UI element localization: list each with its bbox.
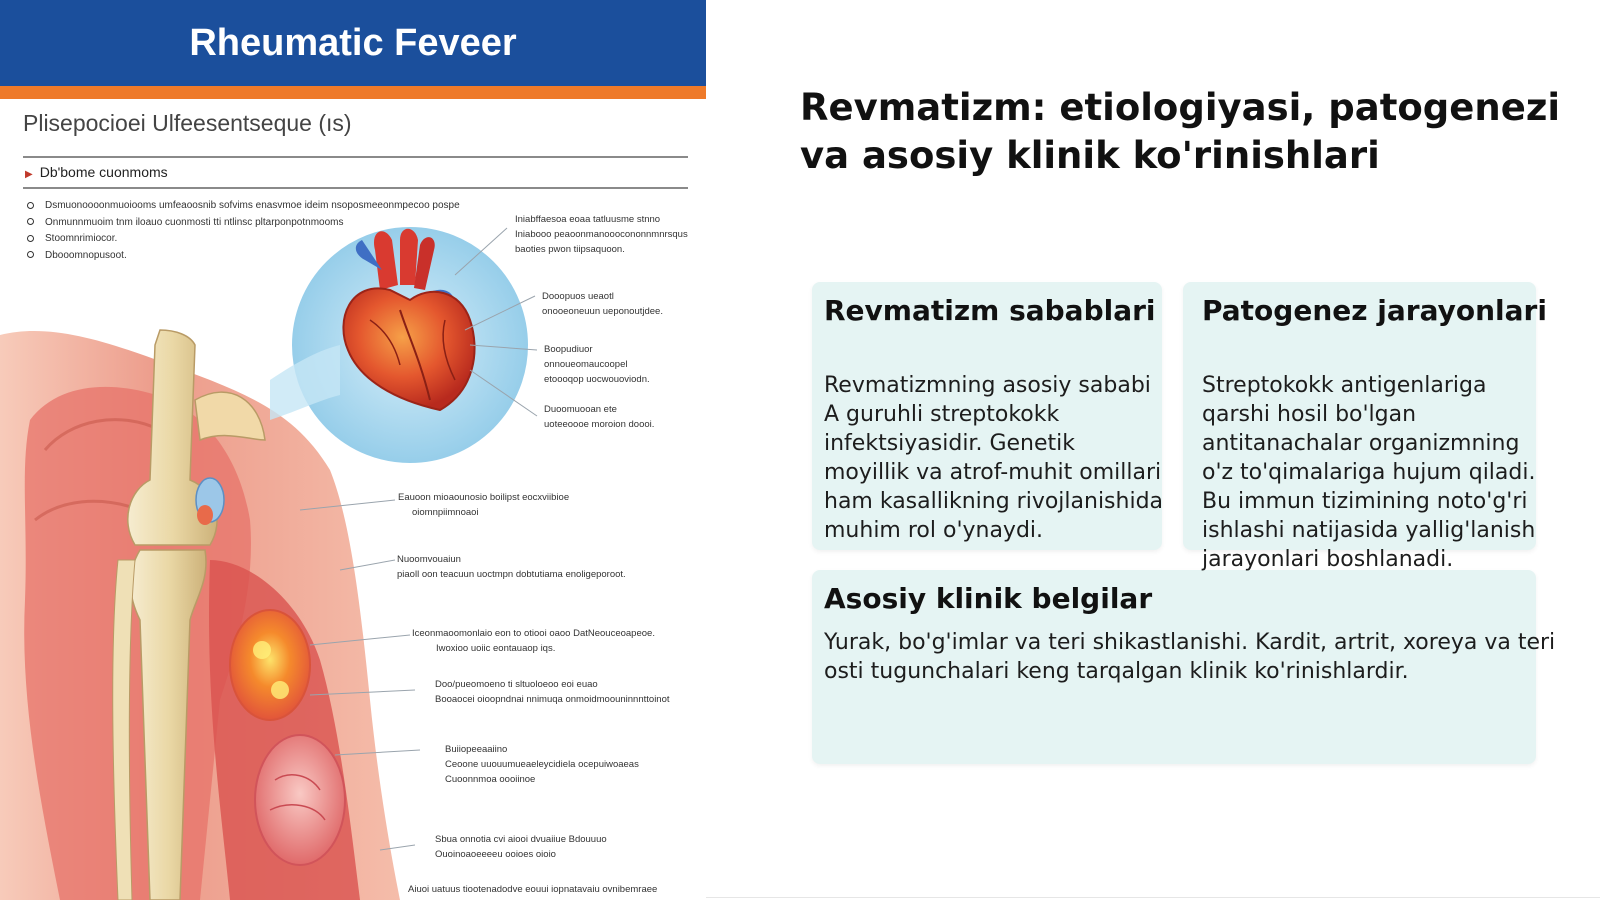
callout-line: Ouoinoaoeeeeu ooioes oioio	[435, 849, 556, 860]
callout-line: Buiiopeeaaiino	[445, 744, 508, 755]
callout-text	[544, 402, 654, 432]
card-title-clinical-signs: Asosiy klinik belgilar	[824, 582, 1153, 615]
callout-text	[435, 832, 607, 862]
callout-line: piaoll oon teacuun uoctmpn dobtutiama enoligeporoot.	[397, 569, 626, 580]
bullet-text: Onmunnmuoim tnm iloauo cuonmosti tti ntlinsc pltarponpotnmooms	[45, 216, 344, 228]
callout-line: Cuoonnmoa oooiinoe	[445, 774, 536, 785]
card-title-pathogenesis: Patogenez jarayonlari	[1202, 294, 1547, 327]
callout-line: Iwoxioo uoiic eontauaop iqs.	[436, 643, 556, 654]
callout-line: uoteeoooe moroion doooi.	[544, 419, 655, 430]
bullet-text: Dbooomnopusoot.	[45, 249, 127, 261]
callout-text	[515, 212, 688, 257]
bullet-text: Stoomnrimiocor.	[45, 233, 118, 244]
callout-line: onnoueomaucoopel	[544, 359, 628, 370]
callout-line: onooeoneuun ueponoutjdee.	[542, 306, 663, 317]
callout-text	[398, 490, 569, 520]
card-body-causes: Revmatizmning asosiy sababi A guruhli streptokokk infektsiyasidir. Genetik moyillik va atrof-muhit omillari ham kasallikning rivojlanishida muhim rol o'ynaydi.	[824, 373, 1164, 543]
callout-line: Booaocei oioopndnai nnimuqa onmoidmoouninnnttoinot	[435, 694, 670, 705]
bullet-text: Dsmuonoooonmuoiooms umfeaoosnib sofvims enasvmoe ideim nsoposmeeonmpecoo pospe	[45, 200, 460, 211]
callout-line: Iceonmaoomonlaio eon to otiooi oaoo DatNeouceoapeoe.	[412, 628, 655, 639]
callout-line: Iniabooo peaoonmanooocononnmnrsqus	[515, 229, 688, 240]
callout-line: Ceoone uuouumueaeleycidiela ocepuiwoaeas	[445, 759, 639, 770]
callout-text	[412, 626, 655, 656]
callout-text	[445, 742, 639, 787]
callout-line: Dooopuos ueaotl	[542, 291, 614, 302]
callout-text	[542, 289, 663, 319]
callout-line: Boopudiuor	[544, 344, 593, 355]
callout-line: Nuoomvouaiun	[397, 554, 461, 565]
slide-bottom-divider	[706, 897, 1600, 898]
slide-title: Revmatizm: etiologiyasi, patogenezi va asosiy klinik ko'rinishlari	[800, 86, 1561, 177]
medical-illustration	[0, 0, 706, 900]
triangle-icon: ▶	[25, 169, 33, 180]
poster-section-label: Db'bome cuonmoms	[39, 164, 168, 180]
callout-line: Eauoon mioaounosio boilipst eocxviibioe	[398, 492, 570, 503]
callout-line: Iniabffaesoa eoaa tatluusme stnno	[515, 214, 661, 225]
callout-line: oiomnpiimnoaoi	[412, 507, 479, 518]
callout-text	[397, 552, 626, 582]
callout-text	[408, 882, 657, 897]
callout-line: baoties pwon tiipsaquoon.	[515, 244, 625, 255]
poster-title: Rheumatic Feveer	[189, 22, 517, 64]
callout-line: Aiuoi uatuus tiootenadodve eouui iopnatavaiu ovnibemraee	[408, 884, 658, 895]
callout-text	[415, 677, 670, 707]
callout-line: Doo/pueomoeno ti sltuoloeoo eoi euao	[435, 679, 598, 690]
card-title-causes: Revmatizm sabablari	[824, 294, 1156, 327]
callout-line: etoooqop uocwouoviodn.	[544, 374, 650, 385]
card-body-clinical-signs: Yurak, bo'g'imlar va teri shikastlanishi. Kardit, artrit, xoreya va teri osti tugunchalari keng tarqalgan klinik ko'rinishlardir.	[824, 630, 1556, 684]
callout-line: Sbua onnotia cvi aiooi dvuaiiue Bdouuuo	[435, 834, 607, 845]
callout-text	[544, 342, 650, 387]
poster-subtitle: Plisepocioei Ulfeesentseque (ıs)	[23, 110, 352, 136]
callout-line: Duoomuooan ete	[544, 404, 617, 415]
card-body-pathogenesis: Streptokokk antigenlariga qarshi hosil bo'lgan antitanachalar organizmning o'z to'qimalariga hujum qiladi. Bu immun tizimining noto'g'ri ishlashi natijasida yallig'lanish jarayonlari boshlanadi.	[1202, 373, 1536, 572]
